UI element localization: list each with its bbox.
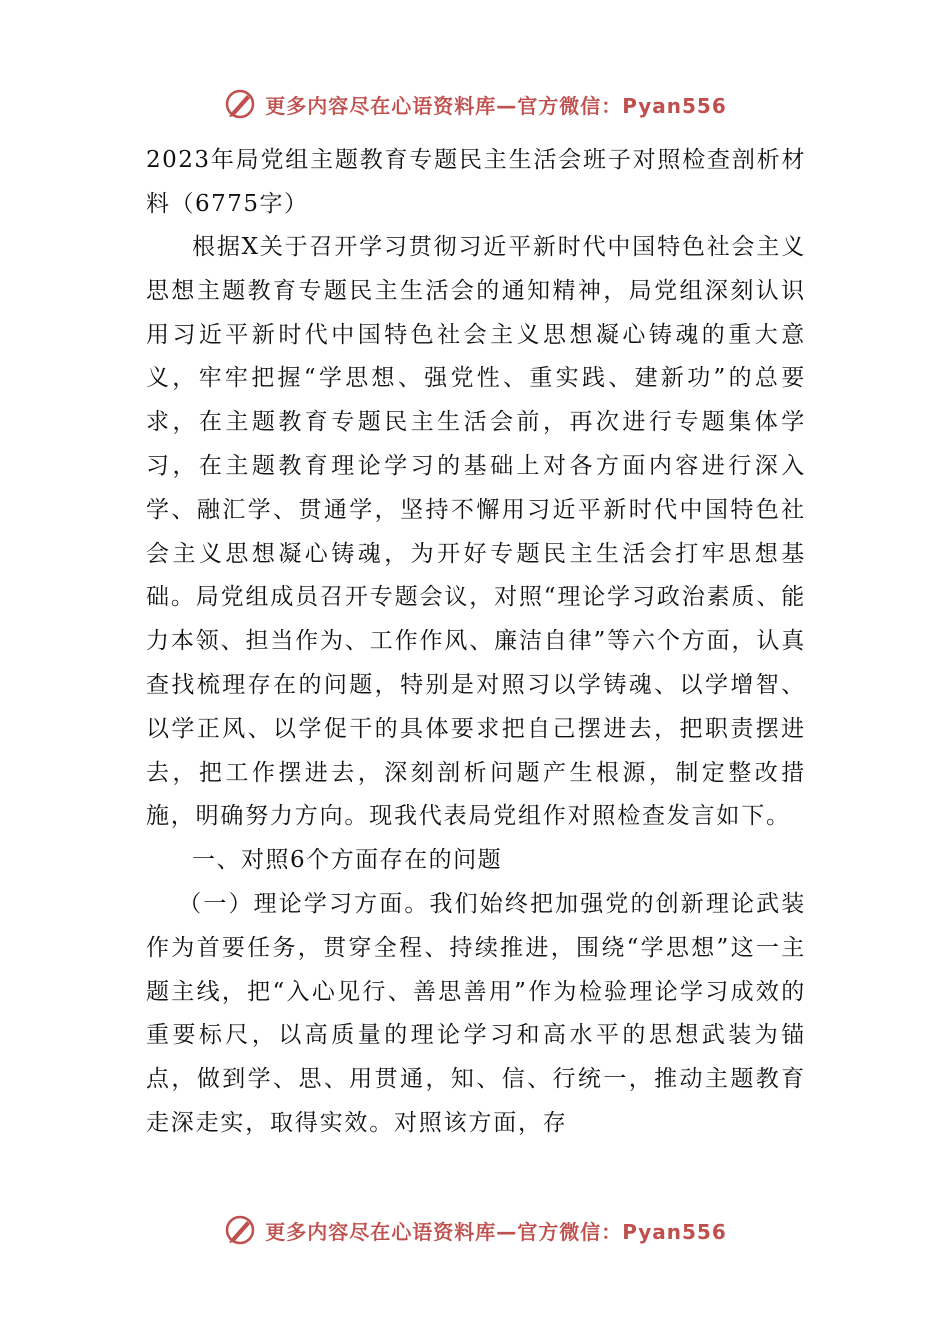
section-paragraph: （一）理论学习方面。我们始终把加强党的创新理论武装作为首要任务，贯穿全程、持续推进，围绕“学思想”这一主题主线，把“入心见行、善思善用”作为检验理论学习成效的重要标尺，以高质量的理论学习和高水平的思想武装为锚点，做到学、思、用贯通，知、信、行统一，推动主题教育走深走实，取得实效。对照该方面，存	[146, 890, 806, 1136]
watermark-text: 更多内容尽在心语资料库—官方微信：Pyan556	[265, 93, 727, 118]
section-heading: 一、对照6个方面存在的问题	[192, 847, 503, 874]
document-body	[146, 138, 806, 1146]
pen-circle-logo-icon	[223, 1213, 257, 1247]
document-title: 2023年局党组主题教育专题民主生活会班子对照检查剖析材料（6775字）	[146, 147, 806, 217]
pen-circle-logo-icon	[223, 87, 257, 121]
watermark-header	[0, 84, 950, 124]
watermark-text: 更多内容尽在心语资料库—官方微信：Pyan556	[265, 1219, 727, 1244]
intro-paragraph: 根据X关于召开学习贯彻习近平新时代中国特色社会主义思想主题教育专题民主生活会的通知精神，局党组深刻认识用习近平新时代中国特色社会主义思想凝心铸魂的重大意义，牢牢把握“学思想、强党性、重实践、建新功”的总要求，在主题教育专题民主生活会前，再次进行专题集体学习，在主题教育理论学习的基础上对各方面内容进行深入学、融汇学、贯通学，坚持不懈用习近平新时代中国特色社会主义思想凝心铸魂，为开好专题民主生活会打牢思想基础。局党组成员召开专题会议，对照“理论学习政治素质、能力本领、担当作为、工作作风、廉洁自律”等六个方面，认真查找梳理存在的问题，特别是对照习以学铸魂、以学增智、以学正风、以学促干的具体要求把自己摆进去，把职责摆进去，把工作摆进去，深刻剖析问题产生根源，制定整改措施，明确努力方向。现我代表局党组作对照检查发言如下。	[146, 234, 806, 830]
watermark-footer	[0, 1210, 950, 1250]
